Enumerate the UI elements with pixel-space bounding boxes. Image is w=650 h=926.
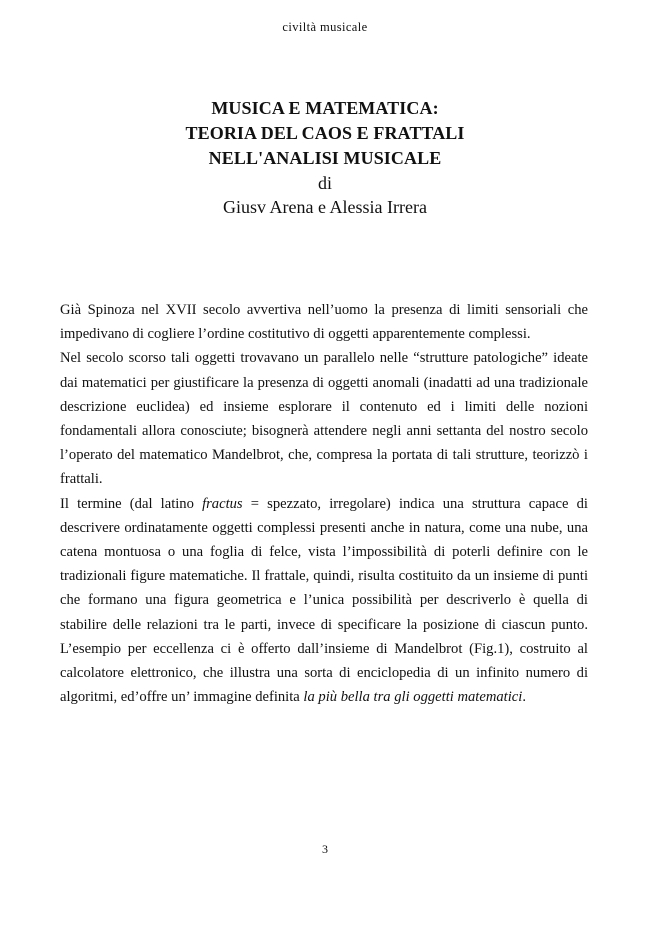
italic-quotation: la più bella tra gli oggetti matematici <box>303 689 523 706</box>
article-title-line-2: TEORIA DEL CAOS E FRATTALI <box>185 123 465 143</box>
latin-term-fractus: fractus <box>202 495 243 512</box>
paragraph-3-text-b: = spezzato, irregolare) indica una struttura capace di descrivere ordinatamente oggetti complessi presenti anche in natura, come una nube, una catena montuosa o una foglia di felce, vista l’impossibilità di poterli definire con le tradizionali figure matematiche. Il frattale, quindi, risulta costituito da un insieme di punti che formano una figura geometrica e l’unica possibilità per descriverlo è quella di stabilire delle relazioni tra le parti, invece di specificare la posizione di ciascun punto. L’esempio per eccellenza ci è offerto dall’insieme di Mandelbrot (Fig.1), costruito al calcolatore elettronico, che illustra una sorta di enciclopedia di un infinito numero di algoritmi, ed’offre un’ immagine definita <box>60 495 588 706</box>
paragraph-3-text-a: Il termine (dal latino <box>60 495 203 512</box>
article-body <box>60 298 588 709</box>
paragraph-2: Nel secolo scorso tali oggetti trovavano un parallelo nelle “strutture patologiche” ideate dai matematici per giustificare la presenza di oggetti anomali (inadatti ad una tradizionale descrizione euclidea) ed insieme esplorare il contenuto ed i limiti delle nozioni fondamentali allora conosciute; bisognerà attendere negli anni settanta del nostro secolo l’operato del matematico Mandelbrot, che, compresa la portata di tali strutture, teorizzò i frattali. <box>60 350 588 488</box>
paragraph-3-end: . <box>522 689 526 706</box>
article-title-line-1: MUSICA E MATEMATICA: <box>211 98 439 118</box>
paragraph-3 <box>60 492 588 710</box>
running-header: civiltà musicale <box>282 20 368 34</box>
byline-preposition: di <box>317 173 332 193</box>
page-number: 3 <box>322 842 328 856</box>
article-authors: Giusv Arena e Alessia Irrera <box>223 197 427 217</box>
paragraph-1: Già Spinoza nel XVII secolo avvertiva nell’uomo la presenza di limiti sensoriali che impedivano di cogliere l’ordine costitutivo di oggetti apparentemente complessi. <box>60 302 588 343</box>
article-title-block <box>0 96 650 219</box>
article-title-line-3: NELL'ANALISI MUSICALE <box>208 148 442 168</box>
